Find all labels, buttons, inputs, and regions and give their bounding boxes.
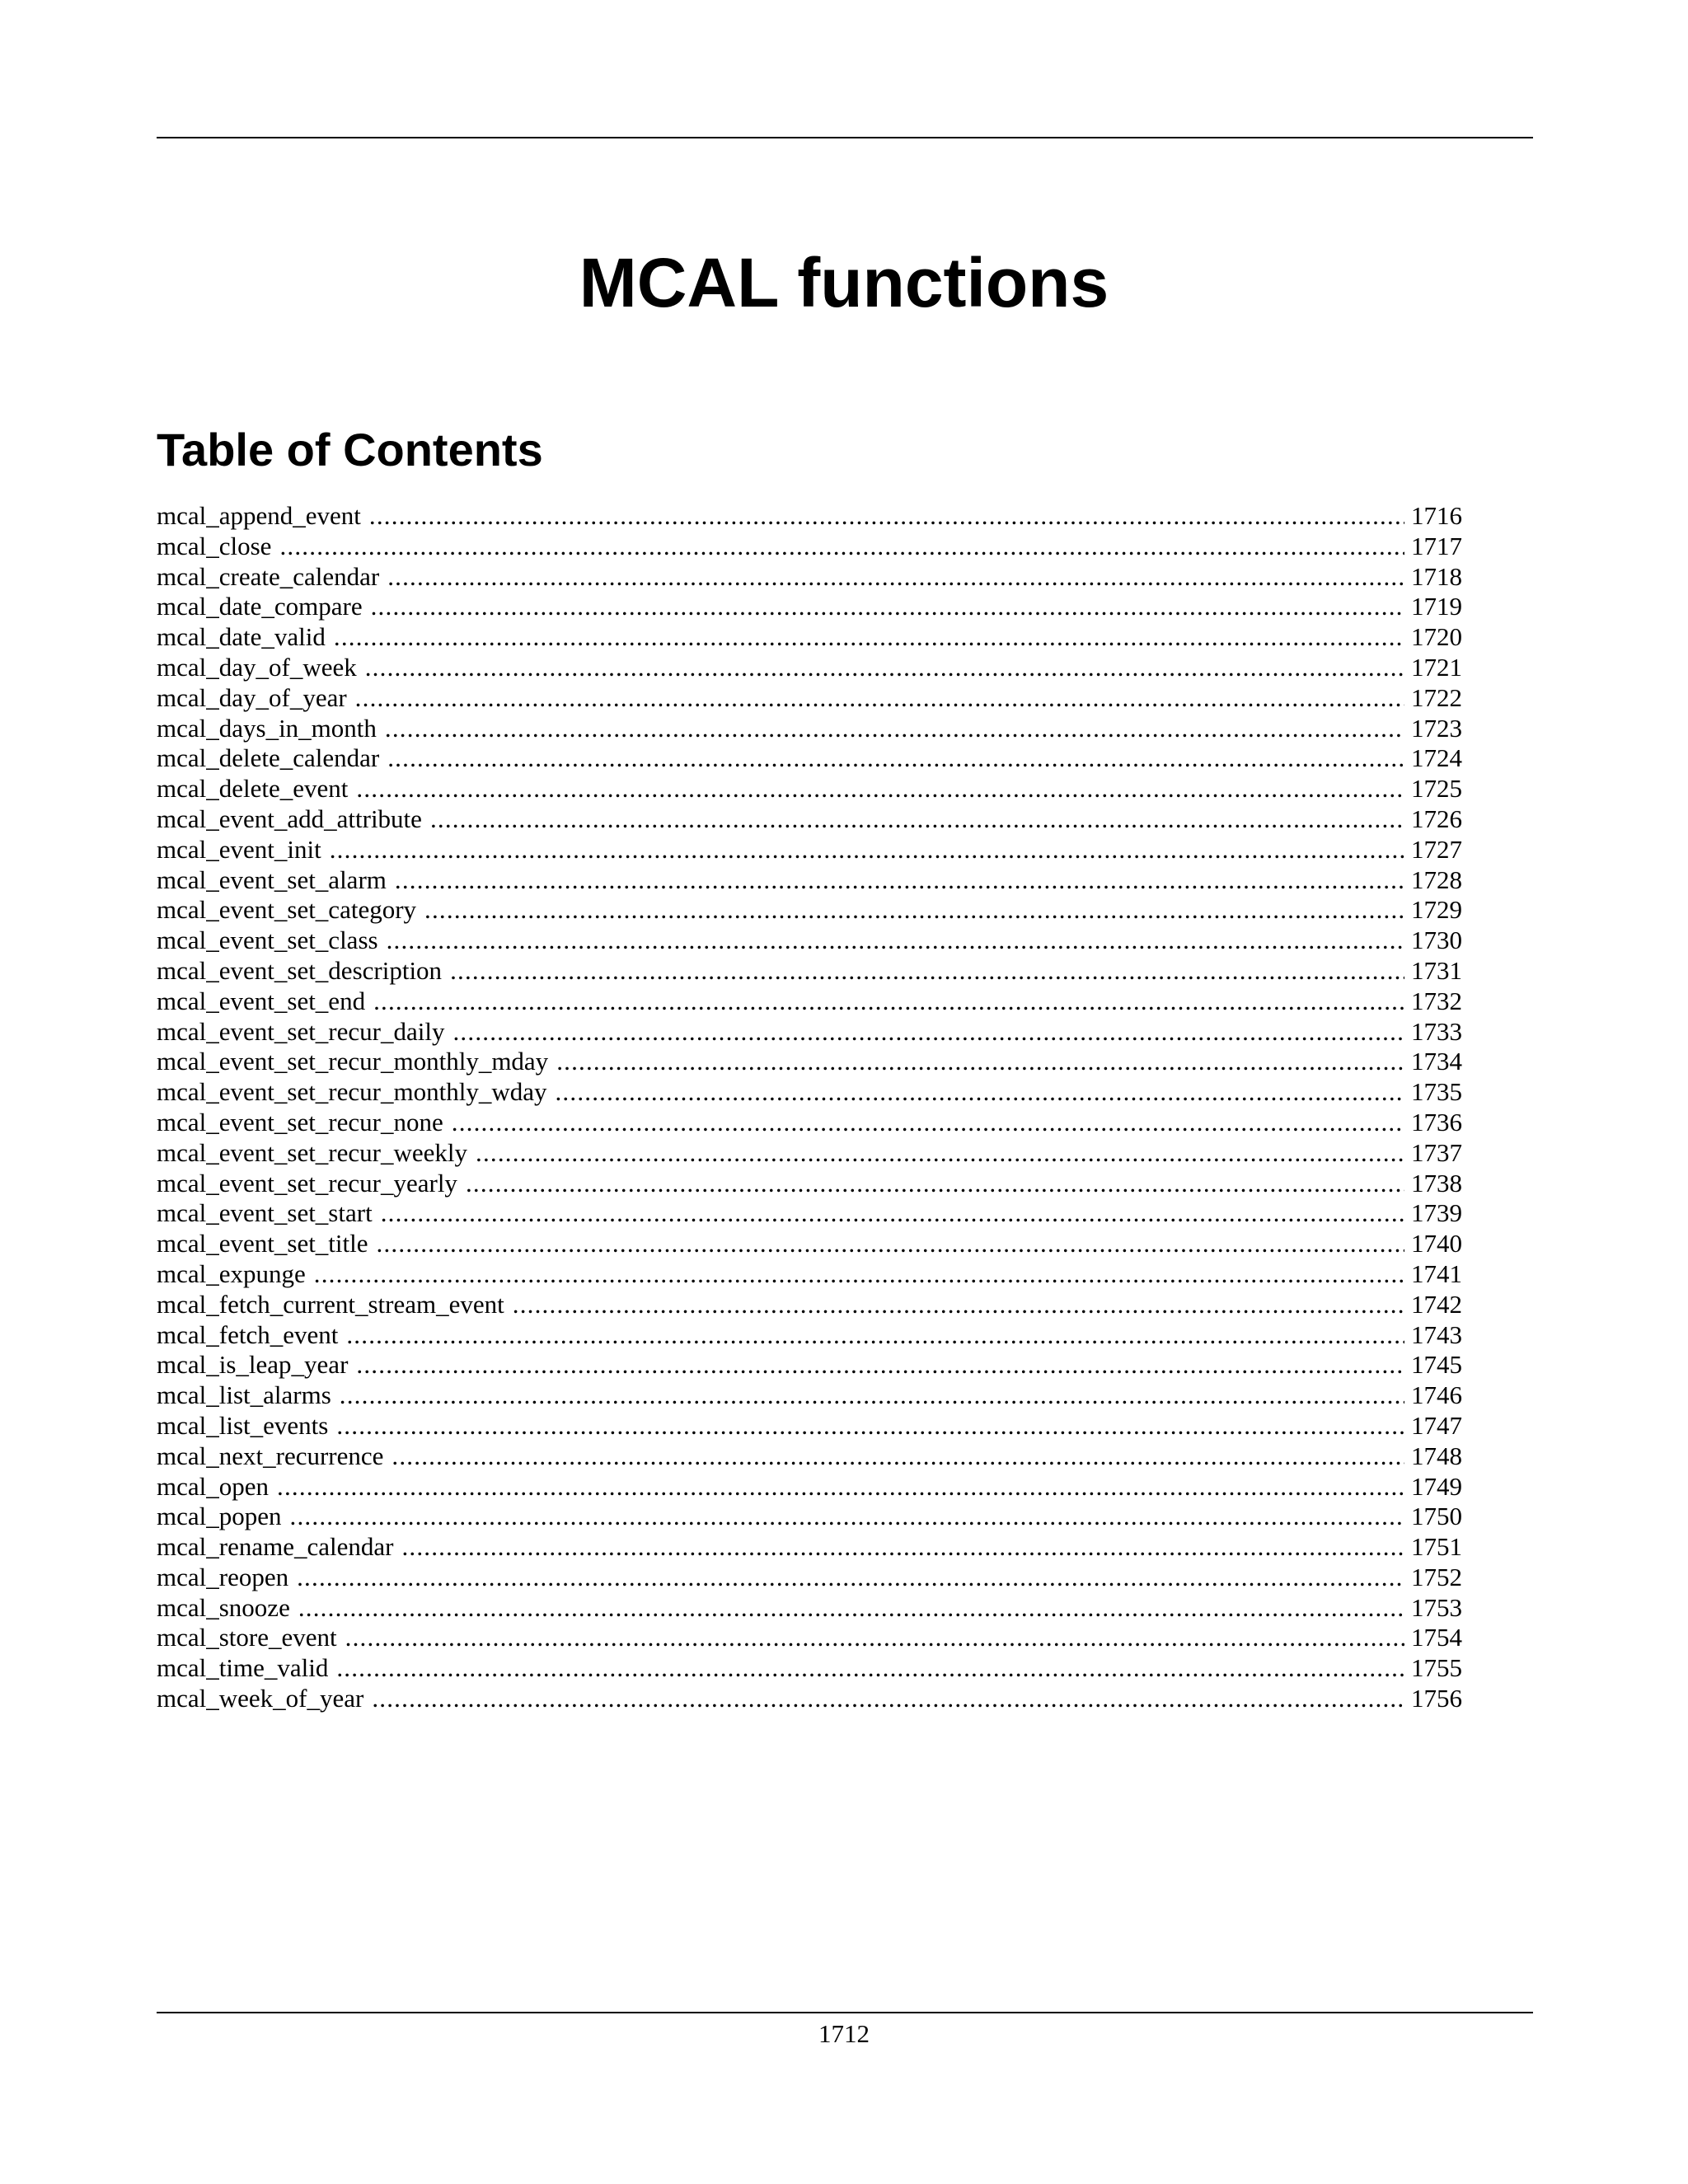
toc-entry-page: 1731 <box>1411 955 1462 985</box>
toc-entry-page: 1748 <box>1411 1441 1462 1470</box>
toc-entry-page: 1754 <box>1411 1623 1462 1652</box>
toc-entry[interactable] <box>157 835 1462 865</box>
toc-entry-page: 1747 <box>1411 1410 1462 1440</box>
dot-leader <box>346 1320 1404 1351</box>
toc-entry-page: 1722 <box>1411 682 1462 712</box>
dot-leader <box>395 865 1404 896</box>
toc-entry-page: 1745 <box>1411 1350 1462 1380</box>
toc-entry[interactable] <box>157 1077 1462 1108</box>
toc-entry-title: mcal_event_set_alarm <box>157 865 387 894</box>
toc-entry-page: 1738 <box>1411 1168 1462 1197</box>
toc-entry-title: mcal_event_set_recur_weekly <box>157 1137 467 1167</box>
toc-entry-page: 1740 <box>1411 1229 1462 1258</box>
toc-entry[interactable] <box>157 1684 1462 1714</box>
toc-entry-title: mcal_event_init <box>157 834 321 864</box>
toc-entry-page: 1756 <box>1411 1684 1462 1713</box>
dot-leader <box>340 1380 1404 1411</box>
toc-entry[interactable] <box>157 683 1462 714</box>
toc-entry-page: 1737 <box>1411 1137 1462 1167</box>
toc-entry[interactable] <box>157 987 1462 1017</box>
toc-entry-page: 1720 <box>1411 622 1462 652</box>
toc-entry-title: mcal_event_set_start <box>157 1198 373 1228</box>
toc-entry-page: 1729 <box>1411 895 1462 925</box>
dot-leader <box>355 683 1404 714</box>
toc-entry-page: 1724 <box>1411 743 1462 773</box>
toc-entry-title: mcal_event_set_recur_monthly_mday <box>157 1047 549 1076</box>
toc-entry-page: 1725 <box>1411 774 1462 804</box>
page-number: 1712 <box>818 2019 870 2048</box>
toc-entry-page: 1718 <box>1411 561 1462 591</box>
toc-entry-page: 1723 <box>1411 713 1462 743</box>
toc-entry-page: 1734 <box>1411 1047 1462 1076</box>
toc-entry-title: mcal_day_of_week <box>157 652 357 682</box>
toc-entry[interactable] <box>157 1653 1462 1684</box>
toc-entry-title: mcal_next_recurrence <box>157 1441 384 1470</box>
toc-entry-page: 1733 <box>1411 1016 1462 1046</box>
dot-leader <box>476 1138 1404 1169</box>
toc-entry-title: mcal_popen <box>157 1502 282 1531</box>
toc-entry[interactable] <box>157 1047 1462 1077</box>
toc-entry-title: mcal_store_event <box>157 1623 337 1652</box>
toc-entry[interactable] <box>157 562 1462 593</box>
toc-entry[interactable] <box>157 1593 1462 1624</box>
toc-entry-title: mcal_snooze <box>157 1592 290 1622</box>
toc-entry[interactable] <box>157 1169 1462 1199</box>
toc-entry-title: mcal_event_set_recur_none <box>157 1107 443 1137</box>
toc-entry[interactable] <box>157 1290 1462 1320</box>
dot-leader <box>377 1229 1404 1259</box>
toc-entry-title: mcal_close <box>157 531 272 560</box>
toc-entry-title: mcal_create_calendar <box>157 561 380 591</box>
toc-entry-title: mcal_time_valid <box>157 1653 329 1683</box>
toc-entry[interactable] <box>157 1441 1462 1472</box>
dot-leader <box>356 774 1404 804</box>
table-of-contents <box>157 501 1462 1714</box>
toc-entry[interactable] <box>157 1017 1462 1047</box>
dot-leader <box>387 743 1404 774</box>
dot-leader <box>430 804 1404 835</box>
dot-leader <box>345 1623 1404 1653</box>
footer-rule <box>157 2012 1533 2013</box>
toc-entry-title: mcal_day_of_year <box>157 682 347 712</box>
toc-entry-page: 1746 <box>1411 1380 1462 1410</box>
toc-entry[interactable] <box>157 1138 1462 1169</box>
dot-leader <box>466 1169 1404 1199</box>
toc-entry-page: 1730 <box>1411 926 1462 955</box>
chapter-title: MCAL functions <box>579 244 1109 321</box>
dot-leader <box>356 1350 1404 1380</box>
dot-leader <box>381 1198 1404 1229</box>
dot-leader <box>365 653 1404 683</box>
dot-leader <box>452 1017 1404 1047</box>
toc-entry-title: mcal_fetch_event <box>157 1319 339 1349</box>
toc-entry-page: 1728 <box>1411 865 1462 894</box>
dot-leader <box>373 987 1404 1017</box>
toc-entry[interactable] <box>157 622 1462 653</box>
toc-entry[interactable] <box>157 956 1462 987</box>
toc-entry[interactable] <box>157 774 1462 804</box>
toc-entry-title: mcal_rename_calendar <box>157 1532 394 1562</box>
dot-leader <box>387 926 1404 956</box>
toc-entry-title: mcal_list_alarms <box>157 1380 331 1410</box>
toc-entry[interactable] <box>157 804 1462 835</box>
toc-entry[interactable] <box>157 1229 1462 1259</box>
dot-leader <box>297 1563 1404 1593</box>
dot-leader <box>392 1441 1404 1472</box>
toc-entry-title: mcal_days_in_month <box>157 713 377 743</box>
toc-entry-title: mcal_event_set_end <box>157 986 366 1015</box>
toc-entry[interactable] <box>157 532 1462 562</box>
dot-leader <box>385 714 1404 744</box>
toc-entry-page: 1732 <box>1411 986 1462 1015</box>
toc-entry-title: mcal_delete_calendar <box>157 743 380 773</box>
toc-entry-title: mcal_expunge <box>157 1258 306 1288</box>
toc-entry[interactable] <box>157 1259 1462 1290</box>
dot-leader <box>290 1502 1404 1532</box>
toc-entry-title: mcal_date_valid <box>157 622 326 652</box>
toc-entry[interactable] <box>157 1532 1462 1563</box>
toc-entry[interactable] <box>157 1380 1462 1411</box>
toc-entry[interactable] <box>157 1350 1462 1380</box>
dot-leader <box>314 1259 1404 1290</box>
toc-entry[interactable] <box>157 501 1462 532</box>
toc-entry-page: 1743 <box>1411 1319 1462 1349</box>
toc-entry-page: 1727 <box>1411 834 1462 864</box>
toc-entry[interactable] <box>157 895 1462 926</box>
dot-leader <box>371 592 1404 622</box>
toc-entry-title: mcal_event_set_category <box>157 895 417 925</box>
toc-entry-page: 1719 <box>1411 592 1462 621</box>
toc-entry[interactable] <box>157 1198 1462 1229</box>
dot-leader <box>336 1411 1404 1441</box>
dot-leader <box>401 1532 1404 1563</box>
dot-leader <box>452 1108 1404 1138</box>
dot-leader <box>336 1653 1404 1684</box>
toc-entry-page: 1755 <box>1411 1653 1462 1683</box>
toc-entry-title: mcal_date_compare <box>157 592 363 621</box>
toc-entry-page: 1751 <box>1411 1532 1462 1562</box>
dot-leader <box>330 835 1404 865</box>
toc-entry[interactable] <box>157 1108 1462 1138</box>
header-rule <box>157 137 1533 138</box>
toc-entry-title: mcal_list_events <box>157 1410 329 1440</box>
toc-entry-title: mcal_event_set_recur_daily <box>157 1016 445 1046</box>
toc-entry[interactable] <box>157 865 1462 896</box>
toc-entry-page: 1742 <box>1411 1289 1462 1319</box>
toc-entry[interactable] <box>157 653 1462 683</box>
toc-entry[interactable] <box>157 1563 1462 1593</box>
toc-entry-title: mcal_event_set_recur_monthly_wday <box>157 1077 547 1107</box>
toc-entry[interactable] <box>157 743 1462 774</box>
toc-entry-title: mcal_open <box>157 1471 270 1501</box>
dot-leader <box>277 1472 1404 1502</box>
toc-entry-title: mcal_reopen <box>157 1562 289 1591</box>
toc-entry-title: mcal_event_set_recur_yearly <box>157 1168 457 1197</box>
toc-entry[interactable] <box>157 714 1462 744</box>
dot-leader <box>298 1593 1404 1624</box>
toc-entry[interactable] <box>157 1411 1462 1441</box>
dot-leader <box>387 562 1404 593</box>
toc-entry-page: 1752 <box>1411 1562 1462 1591</box>
toc-entry-page: 1735 <box>1411 1077 1462 1107</box>
toc-entry[interactable] <box>157 1472 1462 1502</box>
toc-entry[interactable] <box>157 592 1462 622</box>
toc-entry-title: mcal_event_set_description <box>157 955 443 985</box>
toc-entry-page: 1739 <box>1411 1198 1462 1228</box>
toc-entry-page: 1741 <box>1411 1258 1462 1288</box>
toc-entry-title: mcal_append_event <box>157 501 361 530</box>
toc-entry-page: 1753 <box>1411 1592 1462 1622</box>
toc-entry[interactable] <box>157 1502 1462 1532</box>
toc-entry-page: 1749 <box>1411 1471 1462 1501</box>
dot-leader <box>369 501 1404 532</box>
dot-leader <box>555 1077 1404 1108</box>
toc-entry[interactable] <box>157 1320 1462 1351</box>
toc-entry-title: mcal_event_set_class <box>157 926 378 955</box>
dot-leader <box>279 532 1404 562</box>
toc-entry-title: mcal_event_add_attribute <box>157 804 422 833</box>
dot-leader <box>334 622 1404 653</box>
toc-entry-page: 1726 <box>1411 804 1462 833</box>
dot-leader <box>424 895 1404 926</box>
toc-entry-page: 1717 <box>1411 531 1462 560</box>
toc-entry-page: 1736 <box>1411 1107 1462 1137</box>
dot-leader <box>513 1290 1404 1320</box>
toc-entry-page: 1750 <box>1411 1502 1462 1531</box>
toc-entry-page: 1716 <box>1411 501 1462 530</box>
dot-leader <box>556 1047 1404 1077</box>
toc-entry-title: mcal_week_of_year <box>157 1684 364 1713</box>
toc-entry-title: mcal_event_set_title <box>157 1229 368 1258</box>
toc-heading: Table of Contents <box>157 424 543 476</box>
dot-leader <box>372 1684 1404 1714</box>
toc-entry-title: mcal_is_leap_year <box>157 1350 349 1380</box>
toc-entry-title: mcal_fetch_current_stream_event <box>157 1289 504 1319</box>
toc-entry-page: 1721 <box>1411 652 1462 682</box>
toc-entry[interactable] <box>157 1623 1462 1653</box>
dot-leader <box>450 956 1404 987</box>
toc-entry-title: mcal_delete_event <box>157 774 349 804</box>
toc-entry[interactable] <box>157 926 1462 956</box>
